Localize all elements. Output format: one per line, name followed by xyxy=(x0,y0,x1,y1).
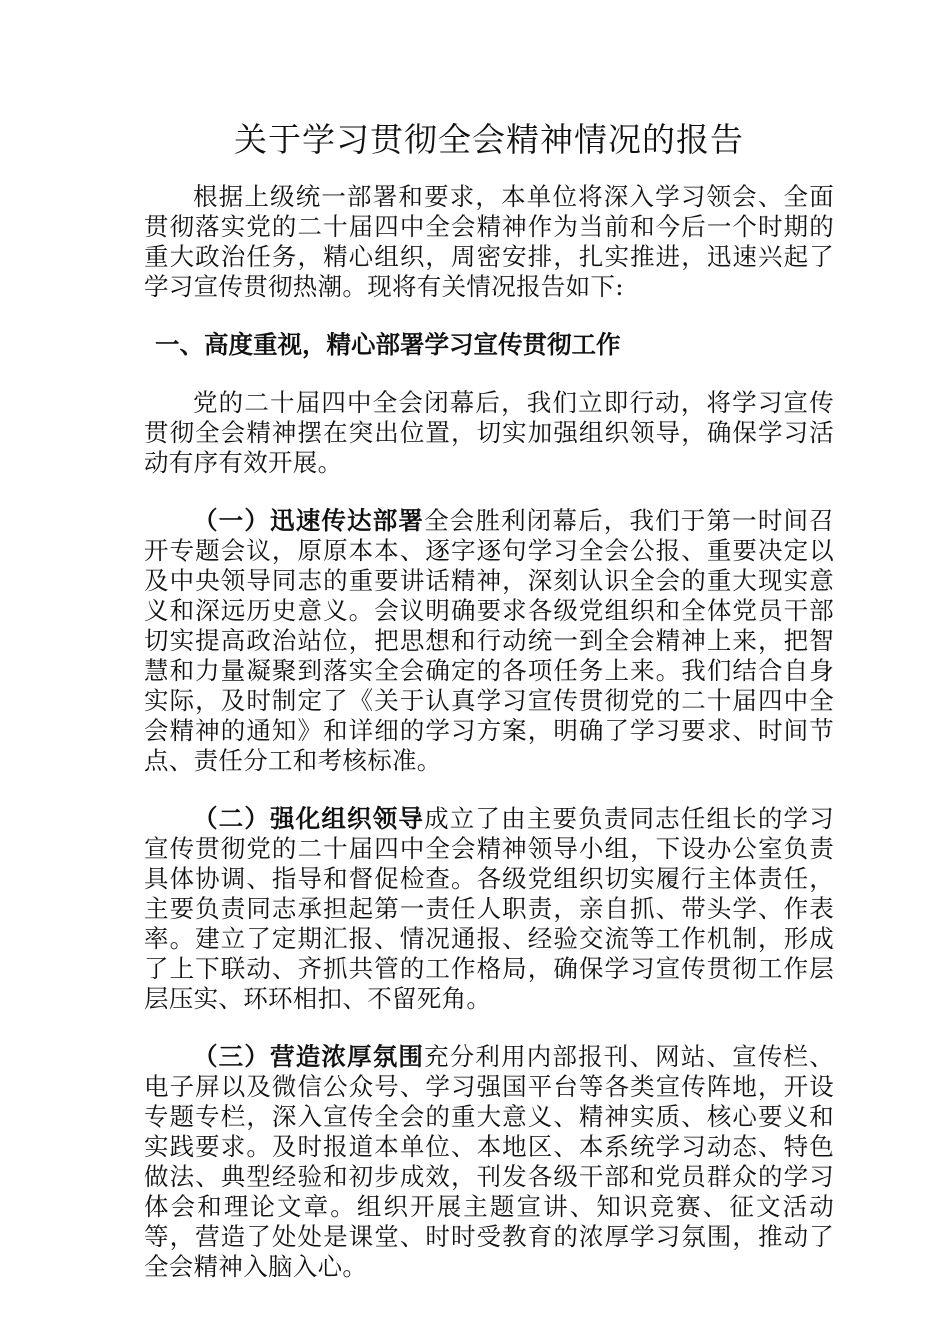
subsection-label: （二）强化组织领导 xyxy=(193,804,425,833)
section-heading: 一、高度重视，精心部署学习宣传贯彻工作 xyxy=(155,330,621,359)
section-lead-paragraph: 党的二十届四中全会闭幕后，我们立即行动，将学习宣传贯彻全会精神摆在突出位置，切实加强组织领导，确保学习活动有序有效开展。 xyxy=(144,388,834,477)
intro-paragraph: 根据上级统一部署和要求，本单位将深入学习领会、全面贯彻落实党的二十届四中全会精神作为当前和今后一个时期的重大政治任务，精心组织，周密安排，扎实推进，迅速兴起了学习宣传贯彻热潮。现将有关情况报告如下: xyxy=(144,182,834,301)
document-title: 关于学习贯彻全会精神情况的报告 xyxy=(234,120,744,159)
document-page xyxy=(144,100,834,1282)
subsection-paragraph-2 xyxy=(144,804,834,1014)
subsection-paragraph-1 xyxy=(144,506,834,776)
subsection-text: 成立了由主要负责同志任组长的学习宣传贯彻党的二十届四中全会精神领导小组，下设办公室负责具体协调、指导和督促检查。各级党组织切实履行主体责任，主要负责同志承担起第一责任人职责，亲自抓、带头学、作表率。建立了定期汇报、情况通报、经验交流等工作机制，形成了上下联动、齐抓共管的工作格局，确保学习宣传贯彻工作层层压实、环环相扣、不留死角。 xyxy=(144,804,834,1013)
subsection-label: （三）营造浓厚氛围 xyxy=(193,1042,425,1071)
subsection-label: （一）迅速传达部署 xyxy=(193,506,425,535)
subsection-text: 全会胜利闭幕后，我们于第一时间召开专题会议，原原本本、逐字逐句学习全会公报、重要决定以及中央领导同志的重要讲话精神，深刻认识全会的重大现实意义和深远历史意义。会议明确要求各级党组织和全体党员干部切实提高政治站位，把思想和行动统一到全会精神上来，把智慧和力量凝聚到落实全会确定的各项任务上来。我们结合自身实际，及时制定了《关于认真学习宣传贯彻党的二十届四中全会精神的通知》和详细的学习方案，明确了学习要求、时间节点、责任分工和考核标准。 xyxy=(144,506,834,775)
subsection-paragraph-3 xyxy=(144,1042,834,1282)
subsection-text: 充分利用内部报刊、网站、宣传栏、电子屏以及微信公众号、学习强国平台等各类宣传阵地，开设专题专栏，深入宣传全会的重大意义、精神实质、核心要义和实践要求。及时报道本单位、本地区、本系统学习动态、特色做法、典型经验和初步成效，刊发各级干部和党员群众的学习体会和理论文章。组织开展主题宣讲、知识竞赛、征文活动等，营造了处处是课堂、时时受教育的浓厚学习氛围，推动了全会精神入脑入心。 xyxy=(144,1042,834,1281)
